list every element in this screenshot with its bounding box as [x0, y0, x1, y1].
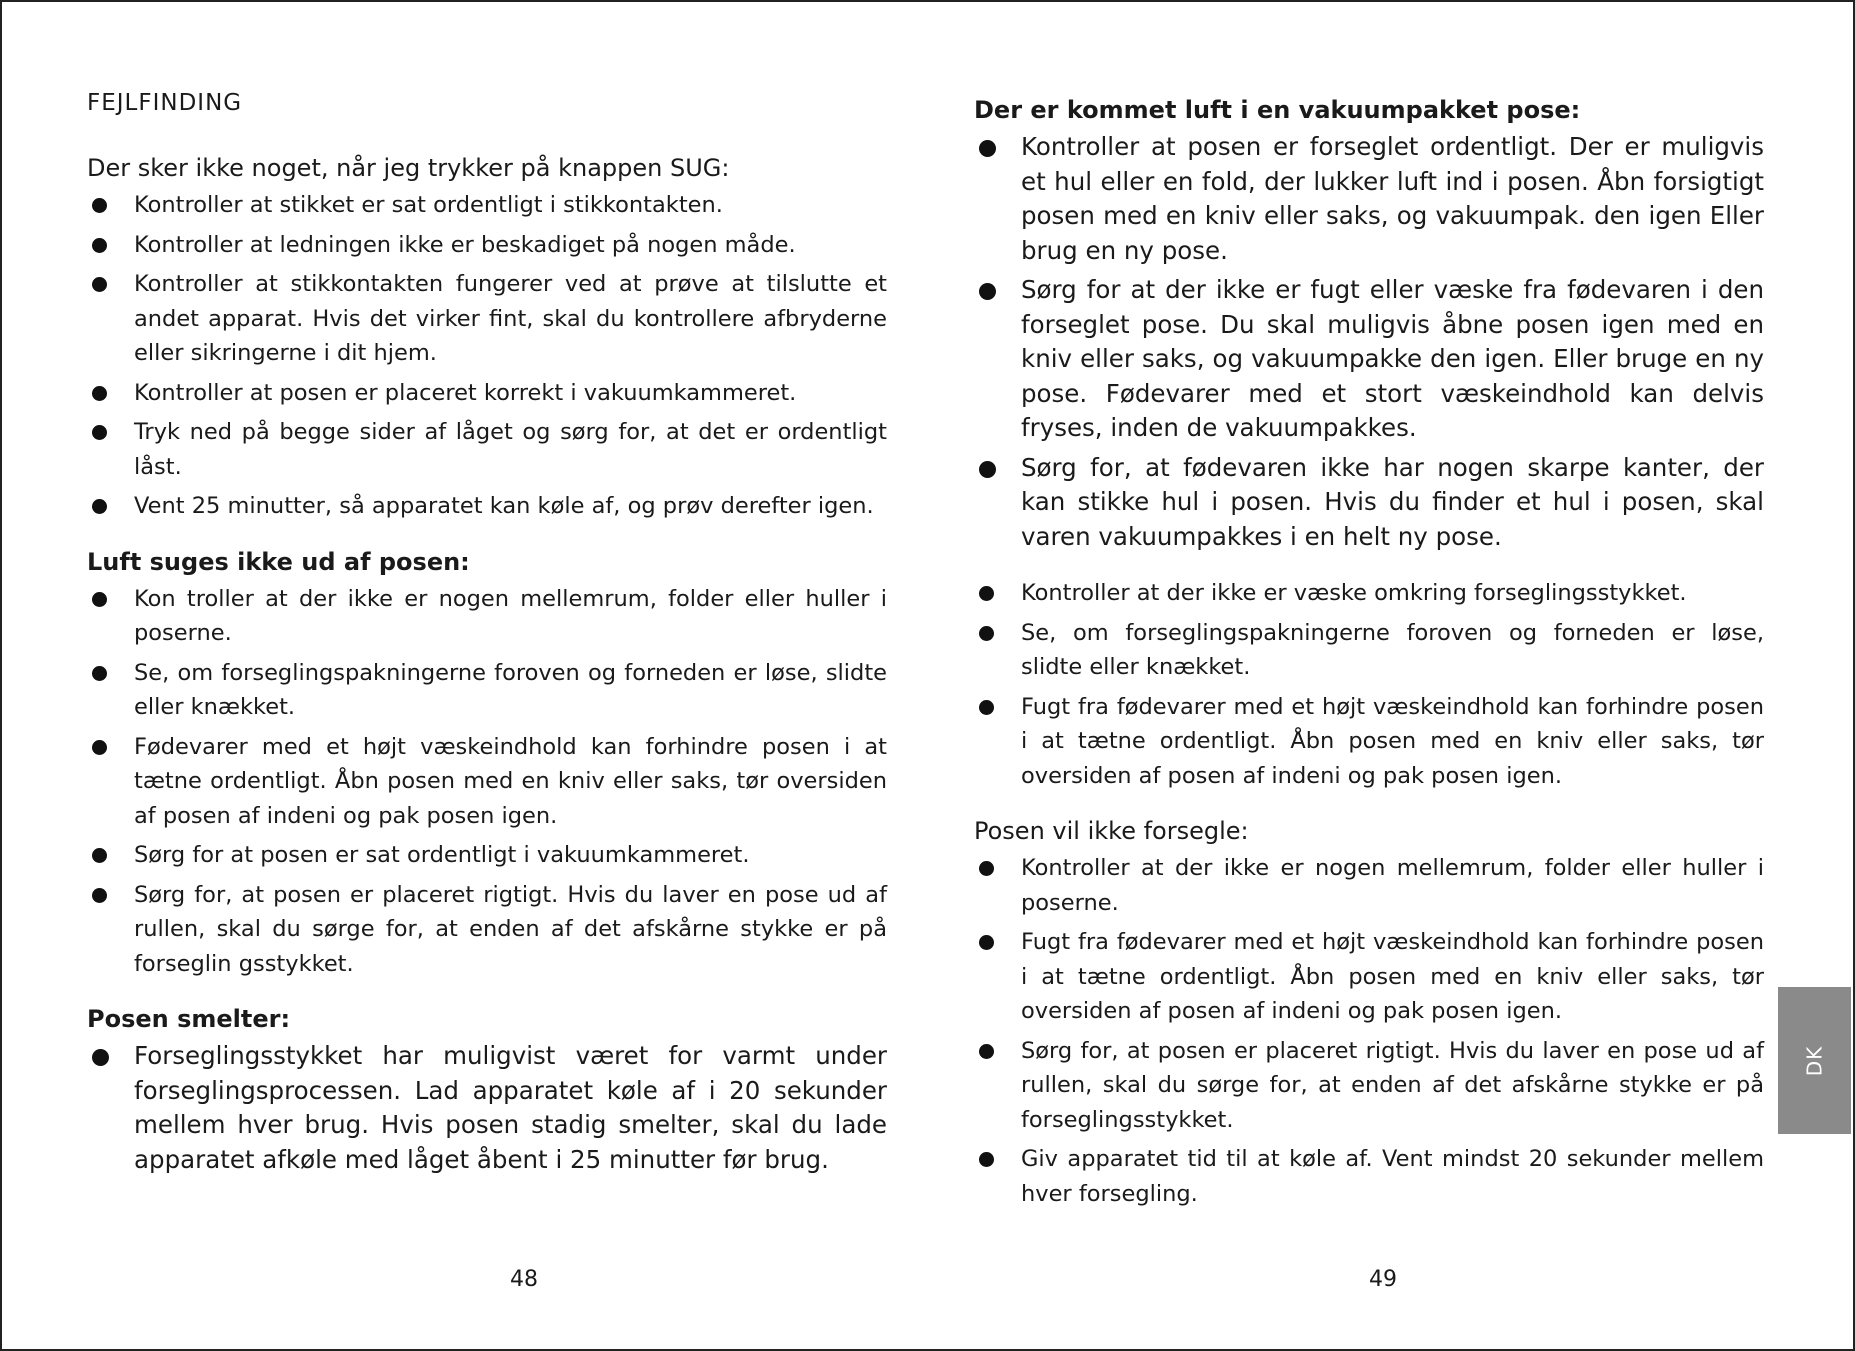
- bullet-icon: [92, 592, 107, 607]
- list-item: Kon troller at der ikke er nogen mellemrum, folder eller huller i poserne.: [87, 582, 887, 651]
- section-title-air-in-bag: Der er kommet luft i en vakuumpakket pose:: [974, 96, 1581, 124]
- list-item: Fugt fra fødevarer med et højt væskeindhold kan forhindre posen i at tætne ordentligt. Åbn posen med en kniv eller saks, tør oversiden af posen af indeni og pak posen igen.: [974, 690, 1764, 794]
- bullet-icon: [979, 700, 994, 715]
- bullet-icon: [979, 1044, 994, 1059]
- list-item: Se, om forseglingspakningerne foroven og forneden er løse, slidte eller knækket.: [974, 616, 1764, 685]
- language-tab-label: DK: [1802, 1045, 1827, 1076]
- list-air-not-removed: [87, 582, 887, 982]
- list-item: Sørg for at der ikke er fugt eller væske fra fødevaren i den forseglet pose. Du skal muligvis åbne posen igen med en kniv eller saks, og vakuumpakke den igen. Eller bruge en ny pose. Fødevarer med et stort væskeindhold kan delvis fryses, inden de vakuumpakkes.: [974, 273, 1764, 446]
- left-page: [87, 2, 887, 1349]
- list-item: Kontroller at posen er placeret korrekt i vakuumkammeret.: [87, 376, 887, 411]
- list-bag-wont-seal: [974, 851, 1764, 1211]
- bullet-icon: [979, 283, 996, 300]
- list-item: Sørg for at posen er sat ordentligt i vakuumkammeret.: [87, 838, 887, 873]
- list-item: Sørg for, at posen er placeret rigtigt. Hvis du laver en pose ud af rullen, skal du sørge for, at enden af det afskårne stykke er på forseglin gsstykket.: [87, 878, 887, 982]
- list-item: Sørg for, at fødevaren ikke har nogen skarpe kanter, der kan stikke hul i posen. Hvis du finder et hul i posen, skal varen vakuumpakkes i en helt ny pose.: [974, 451, 1764, 555]
- list-item: Kontroller at ledningen ikke er beskadiget på nogen måde.: [87, 228, 887, 263]
- bullet-icon: [92, 848, 107, 863]
- list-air-in-bag: [974, 130, 1764, 554]
- list-item: Tryk ned på begge sider af låget og sørg for, at det er ordentligt låst.: [87, 415, 887, 484]
- bullet-icon: [92, 740, 107, 755]
- bullet-icon: [92, 888, 107, 903]
- bullet-icon: [979, 626, 994, 641]
- bullet-icon: [92, 198, 107, 213]
- list-nothing-happens: [87, 188, 887, 524]
- list-item: Kontroller at der ikke er væske omkring forseglingsstykket.: [974, 576, 1764, 611]
- bullet-icon: [92, 666, 107, 681]
- bullet-icon: [979, 140, 996, 157]
- bullet-icon: [979, 461, 996, 478]
- page-number: 48: [510, 1267, 538, 1292]
- bullet-icon: [979, 1152, 994, 1167]
- bullet-icon: [92, 425, 107, 440]
- bullet-icon: [979, 935, 994, 950]
- bullet-icon: [979, 861, 994, 876]
- page-number: 49: [1369, 1267, 1397, 1292]
- list-item: Kontroller at posen er forseglet ordentligt. Der er muligvis et hul eller en fold, der lukker luft ind i posen. Åbn forsigtigt posen med en kniv eller saks, og vakuumpak. den igen Eller brug en ny pose.: [974, 130, 1764, 268]
- section-title-air-not-removed: Luft suges ikke ud af posen:: [87, 547, 470, 576]
- page-heading: FEJLFINDING: [87, 90, 243, 116]
- list-air-in-bag-continued: [974, 576, 1764, 793]
- bullet-icon: [92, 1049, 109, 1066]
- bullet-icon: [92, 277, 107, 292]
- section-title-nothing-happens: Der sker ikke noget, når jeg trykker på knappen SUG:: [87, 154, 730, 182]
- right-page: [974, 2, 1764, 1349]
- list-item: Vent 25 minutter, så apparatet kan køle af, og prøv derefter igen.: [87, 489, 887, 524]
- list-item: Fugt fra fødevarer med et højt væskeindhold kan forhindre posen i at tætne ordentligt. Åbn posen med en kniv eller saks, tør oversiden af posen af indeni og pak posen igen.: [974, 925, 1764, 1029]
- section-title-bag-wont-seal: Posen vil ikke forsegle:: [974, 817, 1249, 845]
- list-item: Sørg for, at posen er placeret rigtigt. Hvis du laver en pose ud af rullen, skal du sørge for, at enden af det afskårne stykke er på forseglingsstykket.: [974, 1034, 1764, 1138]
- list-bag-melts: [87, 1039, 887, 1177]
- list-item: Forseglingsstykket har muligvist været for varmt under forseglingsprocessen. Lad apparatet køle af i 20 sekunder mellem hver brug. Hvis posen stadig smelter, skal du lade apparatet afkøle med låget åbent i 25 minutter før brug.: [87, 1039, 887, 1177]
- list-item: Kontroller at der ikke er nogen mellemrum, folder eller huller i poserne.: [974, 851, 1764, 920]
- list-item: Kontroller at stikket er sat ordentligt i stikkontakten.: [87, 188, 887, 223]
- list-item: Giv apparatet tid til at køle af. Vent mindst 20 sekunder mellem hver forsegling.: [974, 1142, 1764, 1211]
- bullet-icon: [979, 586, 994, 601]
- language-tab: [1778, 987, 1851, 1134]
- bullet-icon: [92, 238, 107, 253]
- list-item: Kontroller at stikkontakten fungerer ved at prøve at tilslutte et andet apparat. Hvis det virker fint, skal du kontrollere afbryderne eller sikringerne i dit hjem.: [87, 267, 887, 371]
- list-item: Se, om forseglingspakningerne foroven og forneden er løse, slidte eller knækket.: [87, 656, 887, 725]
- section-title-bag-melts: Posen smelter:: [87, 1005, 291, 1033]
- list-item: Fødevarer med et højt væskeindhold kan forhindre posen i at tætne ordentligt. Åbn posen med en kniv eller saks, tør oversiden af posen af indeni og pak posen igen.: [87, 730, 887, 834]
- bullet-icon: [92, 386, 107, 401]
- bullet-icon: [92, 499, 107, 514]
